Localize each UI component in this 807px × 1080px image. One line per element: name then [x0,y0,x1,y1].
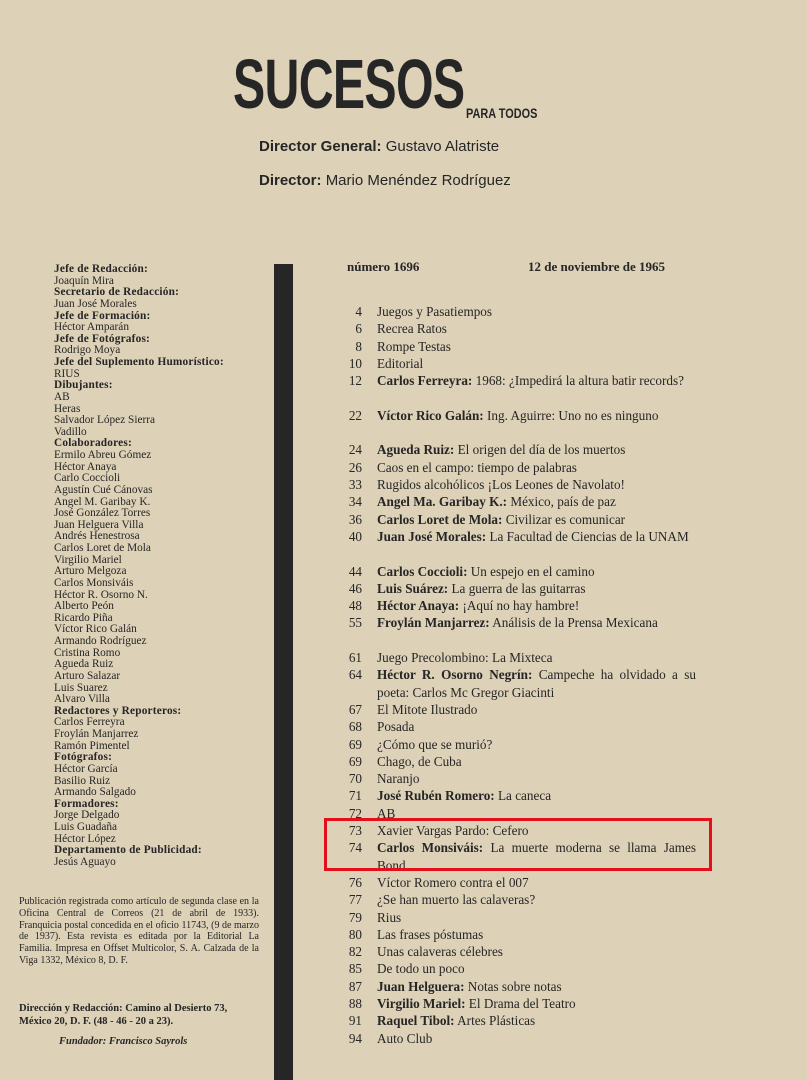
toc-author: Carlos Ferreyra: [377,373,473,389]
toc-page-number: 80 [348,926,362,942]
toc-page-number: 91 [348,1013,362,1029]
staff-name: Froylán Manjarrez [54,728,139,740]
toc-title-text: Campeche ha olvidado a su poeta: Carlos Mc Gregor Giacinti [377,667,696,700]
toc-page-number: 68 [348,719,362,735]
toc-title [377,1030,696,1047]
toc-author: Carlos Loret de Mola: [377,511,503,527]
toc-title [377,372,696,389]
toc-title [377,701,696,718]
staff-name: Luis Suarez [54,681,108,694]
toc-page-number: 4 [355,304,362,319]
toc-title-text: Posada [377,719,415,735]
staff-role: Secretario de Redacción: [54,286,180,299]
toc-title [377,960,696,977]
toc-page-number: 34 [348,494,362,510]
toc-title-text: Las frases póstumas [377,926,484,942]
toc-page-number: 55 [348,615,362,631]
staff-name: Héctor García [54,762,118,775]
staff-role: Jefe del Suplemento Humorístico: [54,356,224,368]
toc-title [377,303,696,320]
staff-name: Angel M. Garibay K. [54,495,151,508]
director-general-label: Director General: [259,138,382,155]
staff-role: Jefe de Formación: [54,309,151,322]
toc-page-number: 82 [348,944,362,960]
toc-title-text: Ing. Aguirre: Uno no es ninguno [487,407,659,423]
toc-title [377,891,696,908]
toc-author: Carlos Monsiváis: [377,840,484,856]
toc-page-number: 10 [348,355,362,371]
toc-title-text: ¿Cómo que se murió? [377,736,493,752]
staff-name: Arturo Salazar [54,669,121,682]
director-general-name: Gustavo Alatriste [385,138,500,155]
toc-author: Juan José Morales: [377,528,487,544]
toc-page-number: 77 [348,892,362,908]
toc-page-number: 69 [348,753,362,769]
toc-title [377,874,696,891]
toc-title-text: Un espejo en el camino [470,563,595,579]
staff-name: Juan José Morales [54,297,137,310]
toc-author: Froylán Manjarrez: [377,615,490,631]
staff-role: Colaboradores: [54,437,132,450]
toc-page-number: 67 [348,701,362,717]
toc-title-text: Caos en el campo: tiempo de palabras [377,459,577,475]
toc-page-number: 87 [348,978,362,994]
toc-title-text: El Drama del Teatro [468,996,576,1011]
toc-page-number: 12 [348,373,362,389]
toc-page-number: 94 [348,1030,362,1046]
toc-title-text: Rompe Testas [377,338,451,354]
toc-author: Virgilio Mariel: [377,996,466,1011]
director-name: Mario Menéndez Rodríguez [325,172,511,189]
toc-title-text: Auto Club [377,1030,433,1046]
staff-role: Redactores y Reporteros: [54,704,182,717]
founder-credit: Fundador: Francisco Sayrols [59,1036,188,1047]
toc-title-text: Civilizar es comunicar [505,511,626,527]
toc-author: Angel Ma. Garibay K.: [377,494,508,510]
toc-title-text: Notas sobre notas [467,978,562,994]
staff-name: Héctor Anaya [54,460,117,473]
toc-title [377,493,696,510]
director-general-line [259,138,499,156]
toc-page-number: 70 [348,771,362,787]
toc-author: Víctor Rico Galán: [377,407,484,423]
toc-title-text: Artes Plásticas [457,1013,536,1029]
staff-name: Héctor R. Osorno N. [54,588,148,601]
toc-title-text: Xavier Vargas Pardo: Cefero [377,823,529,838]
toc-title-text: Juego Precolombino: La Mixteca [377,650,553,665]
highlight-box [324,818,712,871]
staff-name: Héctor Amparán [54,321,129,334]
staff-name: Heras [54,402,81,415]
staff-name: Carlos Monsiváis [54,576,134,589]
toc-title-text: Juegos y Pasatiempos [377,304,493,319]
staff-name: José González Torres [54,507,151,520]
staff-name: Rodrigo Moya [54,344,121,357]
toc-title-text: AB [377,805,396,821]
toc-title [377,528,696,545]
toc-title [377,718,696,735]
staff-name: Juan Helguera Villa [54,518,144,531]
staff-role: Fotógrafos: [54,751,113,764]
publication-notice: Publicación registrada como artículo de segunda clase en la Oficina Central de Correos (21 de abril de 1933). Franquicia postal concedida en el oficio 11743, (9 de marzo de 1937). Esta revista es editada por la Editorial La Familia. Impresa en Offset Multicolor, S. A. Calzada de la Viga 1332, México 8, D. F. [19,896,259,966]
toc-author: José Rubén Romero: [377,788,495,804]
director-line [259,172,511,190]
staff-role: Dibujantes: [54,379,113,392]
toc-author: Héctor Anaya: [377,598,460,614]
toc-author: Agueda Ruiz: [377,442,455,458]
toc-page-number: 72 [348,805,362,821]
staff-name: Carlos Ferreyra [54,716,125,729]
toc-title-text: Chago, de Cuba [377,753,462,769]
toc-title [377,909,696,926]
staff-name: Luis Guadaña [54,821,118,833]
director-label: Director: [259,172,322,189]
toc-title-text: Editorial [377,355,424,371]
toc-title-text: El origen del día de los muertos [457,442,626,458]
toc-title-text: México, país de paz [510,494,616,510]
staff-role: Jefe de Fotógrafos: [54,332,151,345]
toc-author: Juan Helguera: [377,978,465,994]
toc-title-text: La Facultad de Ciencias de la UNAM [489,528,689,544]
editorial-address: Dirección y Redacción: Camino al Desierto 73, México 20, D. F. (48 - 46 - 20 a 23). [19,1003,228,1027]
vertical-divider-bar [274,264,293,1080]
toc-author: Luis Suárez: [377,580,449,596]
staff-name: Virgilio Mariel [54,553,122,566]
toc-title-text: Víctor Romero contra el 007 [377,874,529,890]
toc-title-text: Unas calaveras célebres [377,944,503,960]
toc-title [377,597,696,614]
toc-page-number: 79 [348,909,362,925]
staff-name: Cristina Romo [54,646,121,659]
toc-title [377,649,696,666]
toc-title [377,614,696,631]
toc-title-text: ¿Se han muerto las calaveras? [377,892,536,908]
staff-role: Formadores: [54,797,119,810]
staff-name: Víctor Rico Galán [54,623,137,636]
toc-page-number: 6 [355,321,362,337]
toc-page-number: 36 [348,511,362,527]
staff-name: Agueda Ruiz [54,658,114,671]
staff-name: AB [54,390,70,403]
toc-title [377,787,696,804]
toc-title [377,407,696,424]
staff-name: Carlos Loret de Mola [54,542,151,554]
staff-name: Armando Salgado [54,786,136,799]
toc-author: Raquel Tibol: [377,1013,455,1029]
toc-title [377,476,696,493]
toc-title-text: El Mitote Ilustrado [377,701,478,717]
toc-title [377,995,696,1012]
toc-page-number: 48 [348,598,362,614]
toc-title-text: Rugidos alcohólicos ¡Los Leones de Navolato! [377,477,625,492]
toc-page-number: 33 [348,477,362,492]
toc-page-number: 88 [348,996,362,1011]
toc-title [377,736,696,753]
magazine-title: SUCESOS [233,45,465,123]
toc-title [377,943,696,960]
toc-page-number: 8 [355,338,362,354]
toc-page-number: 46 [348,580,362,596]
magazine-subtitle: PARA TODOS [466,105,538,121]
issue-date: 12 de noviembre de 1965 [528,259,665,274]
toc-page-number: 71 [348,788,362,804]
staff-name: Ermilo Abreu Gómez [54,449,152,461]
staff-name: Agustín Cué Cánovas [54,483,153,496]
toc-page-number: 44 [348,563,362,579]
toc-title-text: La caneca [498,788,552,804]
toc-title [377,320,696,337]
staff-name: Vadillo [54,425,87,438]
staff-name: Andrés Henestrosa [54,530,140,543]
staff-name: Salvador López Sierra [54,414,156,427]
staff-name: Carlo Coccioli [54,472,121,485]
toc-title [377,338,696,355]
toc-page-number: 24 [348,442,362,458]
staff-name: Joaquín Mira [54,274,114,287]
toc-page-number: 61 [348,650,362,665]
toc-title-text: ¡Aquí no hay hambre! [462,598,580,614]
toc-page-number: 22 [348,407,362,423]
toc-title [377,580,696,597]
toc-title-text: Naranjo [377,771,420,787]
toc-page-number: 85 [348,961,362,977]
toc-page-number: 26 [348,459,362,475]
staff-name: RIUS [54,367,80,380]
staff-name: Jesús Aguayo [54,855,116,868]
toc-page-number: 73 [348,823,362,838]
staff-name: Ramón Pimentel [54,739,130,752]
toc-title [377,978,696,995]
issue-number: número 1696 [347,259,420,274]
toc-title-text: La muerte moderna se llama James Bond [377,840,697,873]
toc-title-text: Rius [377,909,402,925]
staff-name: Ricardo Piña [54,611,113,624]
staff-name: Arturo Melgoza [54,565,127,578]
toc-page-number: 76 [348,874,362,890]
staff-list [54,264,264,869]
toc-title-text: La guerra de las guitarras [451,580,586,596]
toc-page-number: 64 [348,667,362,683]
toc-page-number: 74 [348,840,362,856]
toc-title [377,666,696,701]
staff-name: Alvaro Villa [54,693,110,706]
toc-title-text: De todo un poco [377,961,465,977]
toc-title [377,441,696,458]
toc-page-number: 69 [348,736,362,752]
toc-author: Héctor R. Osorno Negrín: [377,667,533,683]
toc-title [377,563,696,580]
staff-role: Departamento de Publicidad: [54,844,202,857]
toc-title-text: Recrea Ratos [377,321,447,337]
staff-name: Alberto Peón [54,600,114,613]
toc-title [377,753,696,770]
staff-role: Jefe de Redacción: [54,263,148,275]
toc-page-number: 40 [348,528,362,544]
toc-title [377,1012,696,1029]
toc-title [377,926,696,943]
toc-title-text: Análisis de la Prensa Mexicana [492,615,658,631]
staff-name: Basilio Ruiz [54,774,111,787]
toc-title [377,355,696,372]
toc-title [377,459,696,476]
toc-author: Carlos Coccioli: [377,563,468,579]
staff-name: Armando Rodríguez [54,635,147,647]
toc-title [377,770,696,787]
staff-name: Jorge Delgado [54,809,120,822]
toc-title-text: 1968: ¿Impedirá la altura batir records? [475,373,684,389]
toc-title [377,511,696,528]
staff-name: Héctor López [54,832,116,845]
